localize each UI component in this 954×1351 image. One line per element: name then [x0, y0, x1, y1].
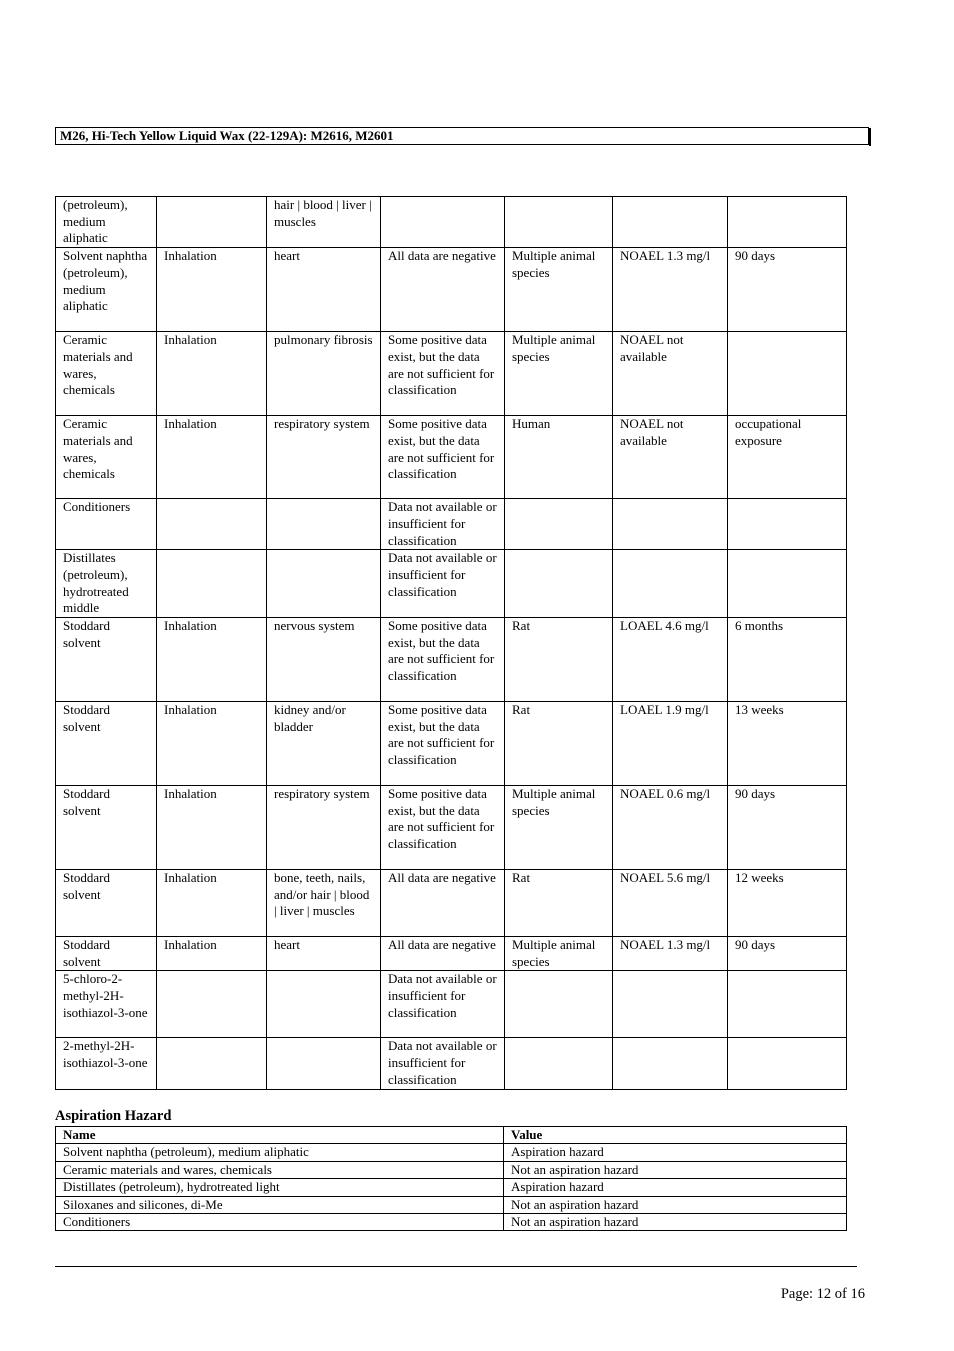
table-cell: Some positive data exist, but the data are not sufficient for classification	[381, 786, 505, 870]
table-cell	[728, 499, 847, 550]
table-header-row	[56, 1127, 847, 1144]
table-cell	[505, 971, 613, 1038]
table-cell	[613, 499, 728, 550]
table-cell	[728, 332, 847, 416]
table-cell: Rat	[505, 870, 613, 937]
table-cell	[267, 971, 381, 1038]
table-cell	[505, 1038, 613, 1089]
table-cell: LOAEL 1.9 mg/l	[613, 702, 728, 786]
table-cell: NOAEL 5.6 mg/l	[613, 870, 728, 937]
table-cell: Multiple animal species	[505, 248, 613, 332]
aspiration-hazard-title: Aspiration Hazard	[55, 1108, 172, 1124]
table-cell	[157, 1038, 267, 1089]
table-cell: Stoddard solvent	[56, 870, 157, 937]
table-row	[56, 248, 847, 332]
table-cell: occupational exposure	[728, 416, 847, 499]
table-cell	[728, 197, 847, 248]
table-cell	[157, 197, 267, 248]
table-cell: Solvent naphtha (petroleum), medium aliphatic	[56, 248, 157, 332]
table-cell: Stoddard solvent	[56, 937, 157, 971]
page-number: Page: 12 of 16	[780, 1286, 865, 1302]
table-cell: Data not available or insufficient for classification	[381, 550, 505, 618]
table-cell: Inhalation	[157, 937, 267, 971]
column-header-name: Name	[56, 1127, 504, 1144]
table-cell: (petroleum), medium aliphatic	[56, 197, 157, 248]
table-cell: respiratory system	[267, 786, 381, 870]
footer-divider	[55, 1266, 857, 1267]
table-cell: Multiple animal species	[505, 786, 613, 870]
table-cell: Not an aspiration hazard	[504, 1161, 847, 1178]
table-cell: 5-chloro-2-methyl-2H-isothiazol-3-one	[56, 971, 157, 1038]
table-cell	[613, 550, 728, 618]
table-row	[56, 550, 847, 618]
table-cell: NOAEL 1.3 mg/l	[613, 248, 728, 332]
table-cell: NOAEL not available	[613, 416, 728, 499]
table-cell: Distillates (petroleum), hydrotreated light	[56, 1179, 504, 1196]
table-cell: Data not available or insufficient for classification	[381, 971, 505, 1038]
table-cell: Inhalation	[157, 870, 267, 937]
table-cell	[157, 971, 267, 1038]
table-cell	[613, 1038, 728, 1089]
table-cell: 2-methyl-2H-isothiazol-3-one	[56, 1038, 157, 1089]
table-cell	[381, 197, 505, 248]
table-cell: Inhalation	[157, 702, 267, 786]
table-row	[56, 1179, 847, 1196]
table-cell: nervous system	[267, 618, 381, 702]
table-cell: Inhalation	[157, 618, 267, 702]
table-cell	[505, 197, 613, 248]
table-cell	[267, 499, 381, 550]
table-cell	[157, 499, 267, 550]
table-cell: 90 days	[728, 248, 847, 332]
table-cell: All data are negative	[381, 937, 505, 971]
table-cell: Multiple animal species	[505, 332, 613, 416]
table-cell: Stoddard solvent	[56, 618, 157, 702]
table-cell: All data are negative	[381, 870, 505, 937]
table-cell: Some positive data exist, but the data are not sufficient for classification	[381, 702, 505, 786]
table-cell: NOAEL 0.6 mg/l	[613, 786, 728, 870]
table-cell: Stoddard solvent	[56, 702, 157, 786]
table-cell: 13 weeks	[728, 702, 847, 786]
table-row	[56, 702, 847, 786]
table-cell: Some positive data exist, but the data are not sufficient for classification	[381, 416, 505, 499]
table-cell: All data are negative	[381, 248, 505, 332]
table-cell	[728, 971, 847, 1038]
table-cell: LOAEL 4.6 mg/l	[613, 618, 728, 702]
table-cell: Data not available or insufficient for classification	[381, 499, 505, 550]
table-cell: 90 days	[728, 786, 847, 870]
table-row	[56, 618, 847, 702]
table-cell: Data not available or insufficient for classification	[381, 1038, 505, 1089]
table-cell: kidney and/or bladder	[267, 702, 381, 786]
table-cell: 12 weeks	[728, 870, 847, 937]
table-cell	[728, 550, 847, 618]
table-cell: Multiple animal species	[505, 937, 613, 971]
table-row	[56, 332, 847, 416]
table-cell: Ceramic materials and wares, chemicals	[56, 332, 157, 416]
table-cell: Rat	[505, 702, 613, 786]
table-cell	[613, 197, 728, 248]
toxicity-table	[55, 196, 847, 1090]
table-cell: Some positive data exist, but the data are not sufficient for classification	[381, 618, 505, 702]
table-row	[56, 1214, 847, 1231]
table-cell: 90 days	[728, 937, 847, 971]
table-cell	[728, 1038, 847, 1089]
table-cell: heart	[267, 937, 381, 971]
table-cell: pulmonary fibrosis	[267, 332, 381, 416]
table-cell: Aspiration hazard	[504, 1179, 847, 1196]
table-cell: Inhalation	[157, 332, 267, 416]
table-cell: Solvent naphtha (petroleum), medium aliphatic	[56, 1144, 504, 1161]
table-cell: Conditioners	[56, 1214, 504, 1231]
table-cell: Inhalation	[157, 248, 267, 332]
table-cell: Rat	[505, 618, 613, 702]
table-row	[56, 1196, 847, 1213]
table-cell: Ceramic materials and wares, chemicals	[56, 1161, 504, 1178]
table-row	[56, 1144, 847, 1161]
table-row	[56, 416, 847, 499]
table-cell: Human	[505, 416, 613, 499]
document-header-title: M26, Hi-Tech Yellow Liquid Wax (22-129A): M2616, M2601	[55, 127, 869, 145]
table-row	[56, 1161, 847, 1178]
table-cell: 6 months	[728, 618, 847, 702]
table-cell	[267, 1038, 381, 1089]
table-cell: Stoddard solvent	[56, 786, 157, 870]
table-cell: bone, teeth, nails, and/or hair | blood | liver | muscles	[267, 870, 381, 937]
table-cell: Siloxanes and silicones, di-Me	[56, 1196, 504, 1213]
table-cell: respiratory system	[267, 416, 381, 499]
table-cell: Not an aspiration hazard	[504, 1196, 847, 1213]
table-row	[56, 197, 847, 248]
table-row	[56, 971, 847, 1038]
table-cell: Conditioners	[56, 499, 157, 550]
table-cell	[505, 499, 613, 550]
table-cell: heart	[267, 248, 381, 332]
table-cell	[267, 550, 381, 618]
table-cell: Not an aspiration hazard	[504, 1214, 847, 1231]
aspiration-hazard-table	[55, 1126, 847, 1231]
table-cell: Aspiration hazard	[504, 1144, 847, 1161]
table-cell: hair | blood | liver | muscles	[267, 197, 381, 248]
table-row	[56, 499, 847, 550]
table-cell: Distillates (petroleum), hydrotreated middle	[56, 550, 157, 618]
table-cell	[157, 550, 267, 618]
table-cell: Inhalation	[157, 416, 267, 499]
table-row	[56, 1038, 847, 1089]
table-row	[56, 786, 847, 870]
table-cell: NOAEL 1.3 mg/l	[613, 937, 728, 971]
table-row	[56, 870, 847, 937]
table-row	[56, 937, 847, 971]
table-cell: Ceramic materials and wares, chemicals	[56, 416, 157, 499]
table-cell	[613, 971, 728, 1038]
table-cell: Inhalation	[157, 786, 267, 870]
table-cell: NOAEL not available	[613, 332, 728, 416]
table-cell: Some positive data exist, but the data are not sufficient for classification	[381, 332, 505, 416]
table-cell	[505, 550, 613, 618]
column-header-value: Value	[504, 1127, 847, 1144]
